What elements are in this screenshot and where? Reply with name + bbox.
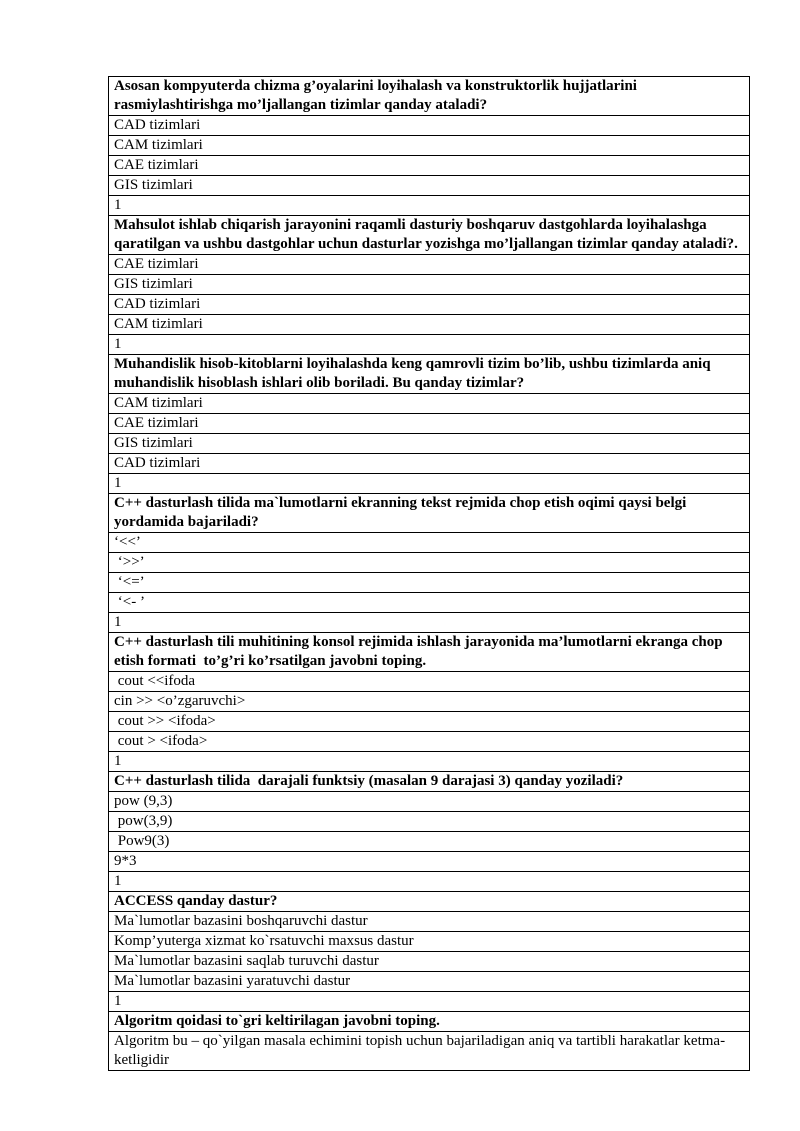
answer-option: Komp’yuterga xizmat ko`rsatuvchi maxsus dastur	[109, 932, 750, 952]
table-row	[109, 315, 750, 335]
answer-option: CAD tizimlari	[109, 295, 750, 315]
answer-option: pow (9,3)	[109, 792, 750, 812]
table-row	[109, 434, 750, 454]
table-row	[109, 216, 750, 255]
answer-option: 9*3	[109, 852, 750, 872]
table-row	[109, 692, 750, 712]
question-text: Asosan kompyuterda chizma g’oyalarini loyihalash va konstruktorlik hujjatlarini rasmiylashtirishga mo’ljallangan tizimlar qanday ataladi?	[109, 77, 750, 116]
quiz-table-body	[109, 77, 750, 1071]
answer-option: Algoritm bu – qo`yilgan masala echimini topish uchun bajariladigan aniq va tartibli harakatlar ketma-ketligidir	[109, 1032, 750, 1071]
answer-option: CAE tizimlari	[109, 156, 750, 176]
answer-option: cout <<ifoda	[109, 672, 750, 692]
answer-option: ‘<<’	[109, 533, 750, 553]
answer-option: ‘>>’	[109, 553, 750, 573]
table-row	[109, 972, 750, 992]
question-text: C++ dasturlash tilida darajali funktsiy (masalan 9 darajasi 3) qanday yoziladi?	[109, 772, 750, 792]
table-row	[109, 77, 750, 116]
table-row	[109, 952, 750, 972]
table-row	[109, 553, 750, 573]
table-row	[109, 573, 750, 593]
table-row	[109, 672, 750, 692]
score-cell: 1	[109, 872, 750, 892]
table-row	[109, 613, 750, 633]
table-row	[109, 196, 750, 216]
table-row	[109, 872, 750, 892]
answer-option: GIS tizimlari	[109, 176, 750, 196]
table-row	[109, 912, 750, 932]
table-row	[109, 414, 750, 434]
table-row	[109, 275, 750, 295]
answer-option: Ma`lumotlar bazasini boshqaruvchi dastur	[109, 912, 750, 932]
answer-option: Ma`lumotlar bazasini saqlab turuvchi dastur	[109, 952, 750, 972]
answer-option: Ma`lumotlar bazasini yaratuvchi dastur	[109, 972, 750, 992]
table-row	[109, 732, 750, 752]
question-text: Algoritm qoidasi to`gri keltirilagan javobni toping.	[109, 1012, 750, 1032]
table-row	[109, 533, 750, 553]
score-cell: 1	[109, 992, 750, 1012]
table-row	[109, 812, 750, 832]
question-text: C++ dasturlash tili muhitining konsol rejimida ishlash jarayonida ma’lumotlarni ekranga chop etish formati to’g’ri ko’rsatilgan javobni toping.	[109, 633, 750, 672]
score-cell: 1	[109, 474, 750, 494]
table-row	[109, 255, 750, 275]
table-row	[109, 792, 750, 812]
question-text: Muhandislik hisob-kitoblarni loyihalashda keng qamrovli tizim bo’lib, ushbu tizimlarda aniq muhandislik hisoblash ishlari olib boriladi. Bu qanday tizimlar?	[109, 355, 750, 394]
score-cell: 1	[109, 752, 750, 772]
answer-option: cout >> <ifoda>	[109, 712, 750, 732]
table-row	[109, 454, 750, 474]
table-row	[109, 772, 750, 792]
answer-option: cout > <ifoda>	[109, 732, 750, 752]
table-row	[109, 394, 750, 414]
answer-option: cin >> <o’zgaruvchi>	[109, 692, 750, 712]
answer-option: GIS tizimlari	[109, 275, 750, 295]
table-row	[109, 852, 750, 872]
score-cell: 1	[109, 335, 750, 355]
question-text: Mahsulot ishlab chiqarish jarayonini raqamli dasturiy boshqaruv dastgohlarda loyihalashga qaratilgan va ushbu dastgohlar uchun dasturlar yozishga mo’ljallangan tizimlar qanday ataladi?.	[109, 216, 750, 255]
table-row	[109, 494, 750, 533]
table-row	[109, 593, 750, 613]
answer-option: CAM tizimlari	[109, 394, 750, 414]
answer-option: CAE tizimlari	[109, 255, 750, 275]
table-row	[109, 1032, 750, 1071]
table-row	[109, 633, 750, 672]
table-row	[109, 355, 750, 394]
table-row	[109, 335, 750, 355]
question-text: ACCESS qanday dastur?	[109, 892, 750, 912]
table-row	[109, 932, 750, 952]
table-row	[109, 116, 750, 136]
answer-option: CAE tizimlari	[109, 414, 750, 434]
score-cell: 1	[109, 613, 750, 633]
table-row	[109, 136, 750, 156]
answer-option: CAD tizimlari	[109, 454, 750, 474]
answer-option: CAD tizimlari	[109, 116, 750, 136]
answer-option: GIS tizimlari	[109, 434, 750, 454]
score-cell: 1	[109, 196, 750, 216]
quiz-table	[108, 76, 750, 1071]
table-row	[109, 752, 750, 772]
table-row	[109, 832, 750, 852]
question-text: C++ dasturlash tilida ma`lumotlarni ekranning tekst rejmida chop etish oqimi qaysi belgi yordamida bajariladi?	[109, 494, 750, 533]
answer-option: ‘<=’	[109, 573, 750, 593]
table-row	[109, 176, 750, 196]
answer-option: ‘<- ’	[109, 593, 750, 613]
answer-option: Pow9(3)	[109, 832, 750, 852]
table-row	[109, 992, 750, 1012]
table-row	[109, 156, 750, 176]
table-row	[109, 712, 750, 732]
answer-option: CAM tizimlari	[109, 315, 750, 335]
answer-option: pow(3,9)	[109, 812, 750, 832]
table-row	[109, 1012, 750, 1032]
answer-option: CAM tizimlari	[109, 136, 750, 156]
table-row	[109, 892, 750, 912]
table-row	[109, 295, 750, 315]
table-row	[109, 474, 750, 494]
